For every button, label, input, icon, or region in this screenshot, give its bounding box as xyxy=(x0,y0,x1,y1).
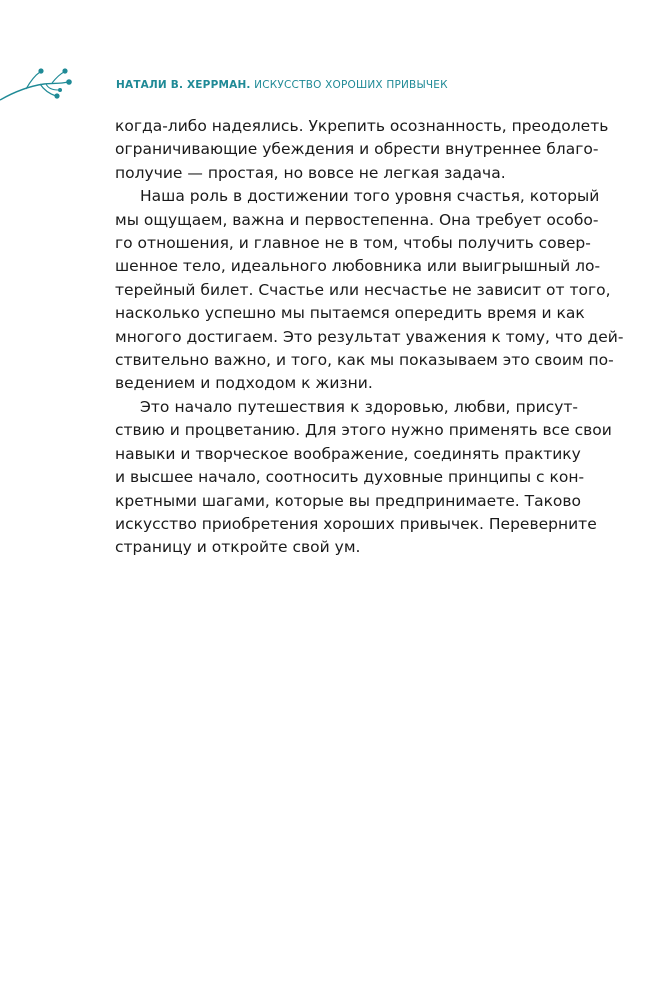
body-text xyxy=(115,115,624,560)
text-line: ведением и подходом к жизни. xyxy=(115,374,373,393)
text-line: и высшее начало, соотносить духовные принципы с кон- xyxy=(115,468,585,487)
text-line: го отношения, и главное не в том, чтобы получить совер- xyxy=(115,234,591,253)
text-line: мы ощущаем, важна и первостепенна. Она требует особо- xyxy=(115,210,599,229)
text-line: страницу и откройте свой ум. xyxy=(115,538,361,557)
text-line: Наша роль в достижении того уровня счастья, который xyxy=(140,187,600,206)
running-head-book-title: ИСКУССТВО ХОРОШИХ ПРИВЫЧЕК xyxy=(254,79,448,91)
text-line: многого достигаем. Это результат уважения к тому, что дей- xyxy=(115,327,624,346)
text-line: ствию и процветанию. Для этого нужно применять все свои xyxy=(115,421,612,440)
paragraph-1 xyxy=(115,115,609,185)
running-head xyxy=(116,79,448,91)
paragraph-2 xyxy=(115,185,624,396)
text-line: навыки и творческое воображение, соединять практику xyxy=(115,444,581,463)
text-line: ограничивающие убеждения и обрести внутреннее благо- xyxy=(115,140,599,159)
text-line: когда-либо надеялись. Укрепить осознанность, преодолеть xyxy=(115,117,609,135)
text-line: искусство приобретения хороших привычек. Переверните xyxy=(115,514,597,533)
paragraph-3 xyxy=(115,396,612,560)
text-line: кретными шагами, которые вы предпринимаете. Таково xyxy=(115,491,582,510)
text-line: шенное тело, идеального любовника или выигрышный ло- xyxy=(115,257,601,276)
running-head-author: НАТАЛИ В. ХЕРРМАН. xyxy=(116,79,251,91)
text-line: насколько успешно мы пытаемся опередить время и как xyxy=(115,304,585,323)
text-line: ствительно важно, и того, как мы показываем это своим по- xyxy=(115,351,614,370)
text-line: получие — простая, но вовсе не легкая задача. xyxy=(115,163,506,182)
branch-ornament-icon xyxy=(0,62,78,106)
text-line: терейный билет. Счастье или несчастье не зависит от того, xyxy=(115,280,611,299)
text-line: Это начало путешествия к здоровью, любви, присут- xyxy=(140,397,578,416)
